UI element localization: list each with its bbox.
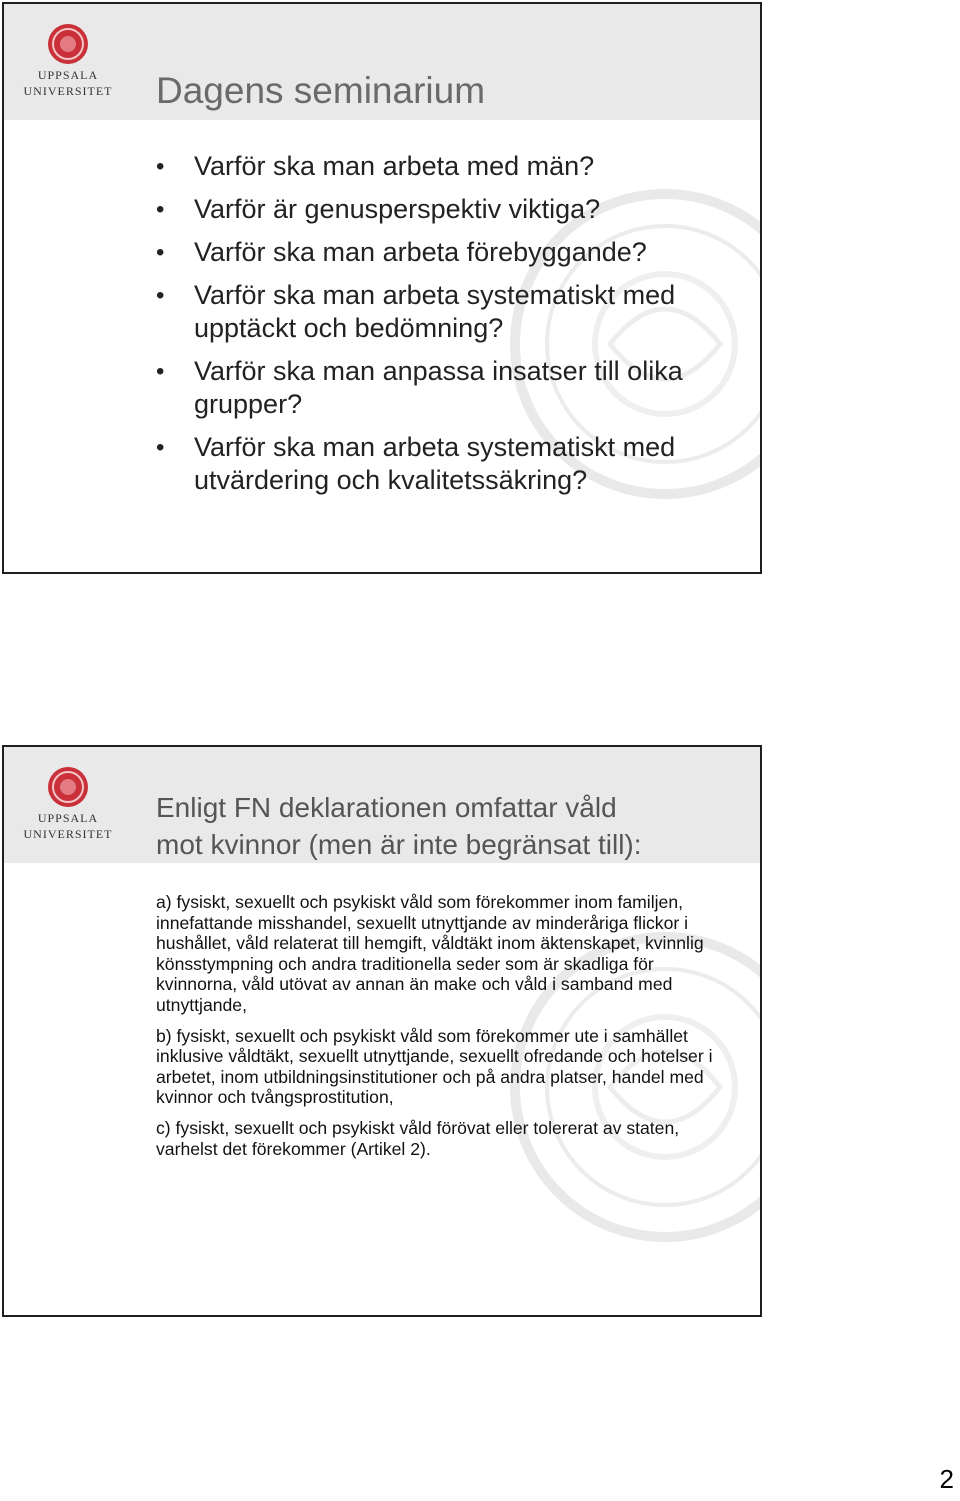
bullet-list — [156, 150, 716, 507]
slide-dagens-seminarium — [2, 2, 762, 574]
slide-title-line2: mot kvinnor (men är inte begränsat till): — [156, 829, 642, 860]
declaration-text — [156, 892, 716, 1169]
seal-icon — [46, 765, 90, 809]
bullet-item: • Varför ska man arbeta systematiskt med utvärdering och kvalitetssäkring? — [156, 431, 716, 497]
paragraph-c: c) fysiskt, sexuellt och psykiskt våld förövat eller tolererat av staten, varhelst det förekommer (Artikel 2). — [156, 1117, 680, 1159]
bullet-item: • Varför ska man arbeta förebyggande? — [156, 236, 716, 269]
uppsala-logo — [18, 22, 118, 98]
logo-text-line1: UPPSALA — [37, 811, 99, 825]
slide-title-line1: Enligt FN deklarationen omfattar våld — [156, 792, 617, 823]
paragraph-b: b) fysiskt, sexuellt och psykiskt våld som förekommer ute i samhället inklusive våldtäkt, sexuellt utnyttjande, sexuellt ofredande och hotelser i arbetet, inom utbildningsinstitutioner och på andra platser, handel med kvinnor och tvångsprostitution, — [156, 1025, 713, 1108]
uppsala-logo — [18, 765, 118, 841]
page-number: 2 — [939, 1464, 954, 1494]
slide-fn-deklarationen — [2, 745, 762, 1317]
slide-title: Dagens seminarium — [156, 70, 486, 111]
paragraph-a: a) fysiskt, sexuellt och psykiskt våld som förekommer inom familjen, innefattande misshandel, sexuellt utnyttjande av minderåriga flickor i hushållet, våld relaterat till hemgift, våldtäkt inom äktenskapet, kvinnlig könsstympning och andra traditionella seder som är skadliga för kvinnorna, våld utövat av annan än make och våld i samband med utnyttjande, — [156, 892, 704, 1015]
bullet-item: • Varför ska man arbeta systematiskt med upptäckt och bedömning? — [156, 279, 716, 345]
bullet-item: • Varför är genusperspektiv viktiga? — [156, 193, 716, 226]
logo-text-line1: UPPSALA — [37, 68, 99, 82]
seal-icon — [46, 22, 90, 66]
bullet-item: • Varför ska man anpassa insatser till olika grupper? — [156, 355, 716, 421]
logo-text-line2: UNIVERSITET — [23, 84, 113, 98]
bullet-item: • Varför ska man arbeta med män? — [156, 150, 716, 183]
slide-title — [156, 789, 642, 863]
logo-text-line2: UNIVERSITET — [23, 827, 113, 841]
